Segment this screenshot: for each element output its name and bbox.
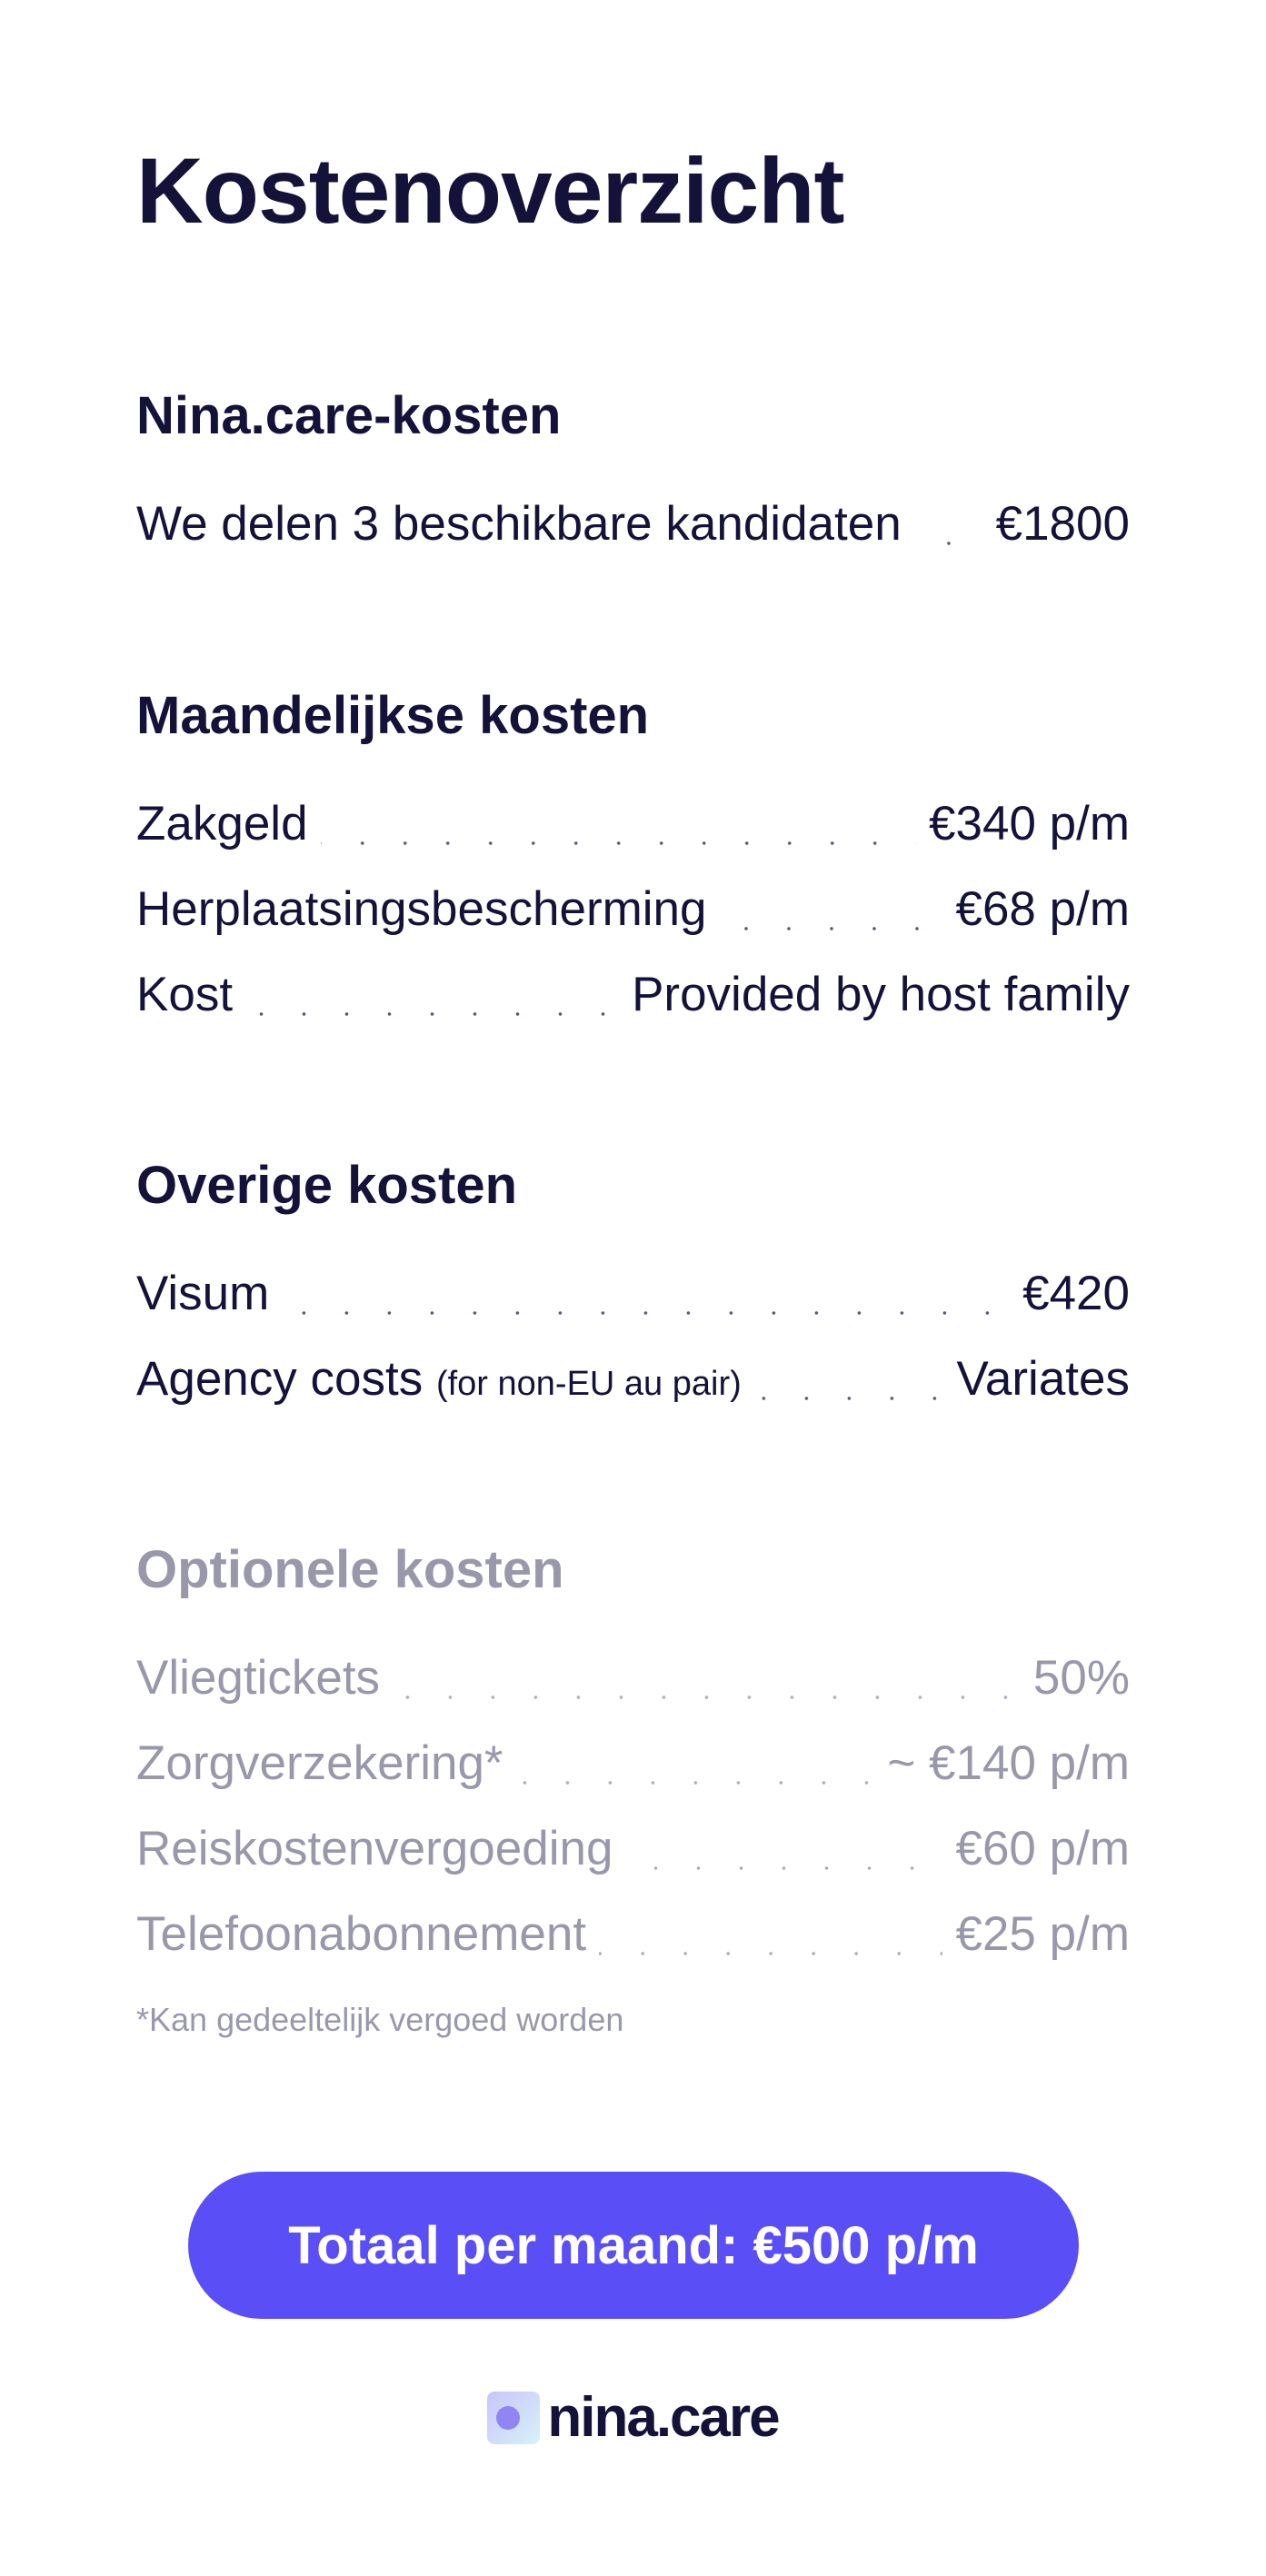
total-per-month-button[interactable]: Totaal per maand: €500 p/m bbox=[188, 2172, 1079, 2319]
cost-label: Visum bbox=[136, 1267, 270, 1320]
cost-value: €60 p/m bbox=[955, 1822, 1130, 1875]
section-nina-care-costs bbox=[136, 380, 1130, 567]
cost-label: Reiskostenvergoeding bbox=[136, 1822, 613, 1875]
dotted-leader bbox=[321, 841, 916, 845]
dotted-leader bbox=[914, 542, 983, 545]
cost-value: €340 p/m bbox=[929, 797, 1130, 850]
cost-value: ~ €140 p/m bbox=[887, 1736, 1130, 1790]
dotted-leader bbox=[754, 1397, 944, 1400]
section-monthly-costs bbox=[136, 680, 1130, 1038]
cost-row-travel-allowance bbox=[136, 1806, 1130, 1892]
cost-row-phone-plan bbox=[136, 1892, 1130, 1977]
cost-value: €25 p/m bbox=[955, 1907, 1130, 1961]
footnote: *Kan gedeeltelijk vergoed worden bbox=[136, 2001, 624, 2038]
cost-label: Kost bbox=[136, 968, 234, 1021]
dotted-leader bbox=[282, 1311, 1010, 1315]
cost-label: Vliegtickets bbox=[136, 1651, 381, 1705]
cost-value: €68 p/m bbox=[955, 882, 1130, 936]
section-heading: Nina.care-kosten bbox=[136, 386, 562, 445]
section-optional-costs bbox=[136, 1534, 1130, 2043]
cost-label: Telefoonabonnement bbox=[136, 1907, 587, 1961]
logo-icon bbox=[487, 2392, 540, 2444]
cost-label: Zakgeld bbox=[136, 797, 308, 850]
cost-value: Provided by host family bbox=[632, 968, 1130, 1021]
section-heading: Overige kosten bbox=[136, 1156, 518, 1215]
cost-row-visa bbox=[136, 1251, 1130, 1337]
section-heading: Optionele kosten bbox=[136, 1540, 564, 1599]
dotted-leader bbox=[599, 1952, 942, 1955]
cost-label bbox=[136, 1337, 742, 1427]
cost-label: Herplaatsingsbescherming bbox=[136, 882, 707, 936]
cost-row-board bbox=[136, 952, 1130, 1038]
cost-row-pocket-money bbox=[136, 781, 1130, 867]
page-title: Kostenoverzicht bbox=[136, 139, 844, 243]
cost-label-text: Agency costs bbox=[136, 1352, 424, 1406]
cost-row-agency bbox=[136, 1337, 1130, 1422]
cost-label: We delen 3 beschikbare kandidaten bbox=[136, 497, 902, 551]
cost-value: 50% bbox=[1032, 1651, 1130, 1705]
cost-row-health-insurance bbox=[136, 1721, 1130, 1806]
cost-label-note: (for non-EU au pair) bbox=[435, 1365, 742, 1403]
cost-value: €1800 bbox=[995, 497, 1130, 551]
section-other-costs bbox=[136, 1149, 1130, 1422]
cost-value: €420 bbox=[1022, 1267, 1130, 1320]
brand-logo bbox=[0, 2386, 1266, 2450]
cost-row-replacement-protection bbox=[136, 867, 1130, 952]
dotted-leader bbox=[720, 927, 943, 930]
dotted-leader bbox=[393, 1696, 1021, 1699]
dotted-leader bbox=[245, 1012, 619, 1016]
section-heading: Maandelijkse kosten bbox=[136, 686, 650, 745]
cost-row-flights bbox=[136, 1636, 1130, 1721]
cost-value: Variates bbox=[956, 1352, 1130, 1406]
cost-row-candidates bbox=[136, 482, 1130, 567]
logo-text: nina.care bbox=[547, 2386, 779, 2449]
dotted-leader bbox=[625, 1866, 942, 1870]
dotted-leader bbox=[516, 1781, 875, 1785]
cost-label: Zorgverzekering* bbox=[136, 1736, 503, 1790]
